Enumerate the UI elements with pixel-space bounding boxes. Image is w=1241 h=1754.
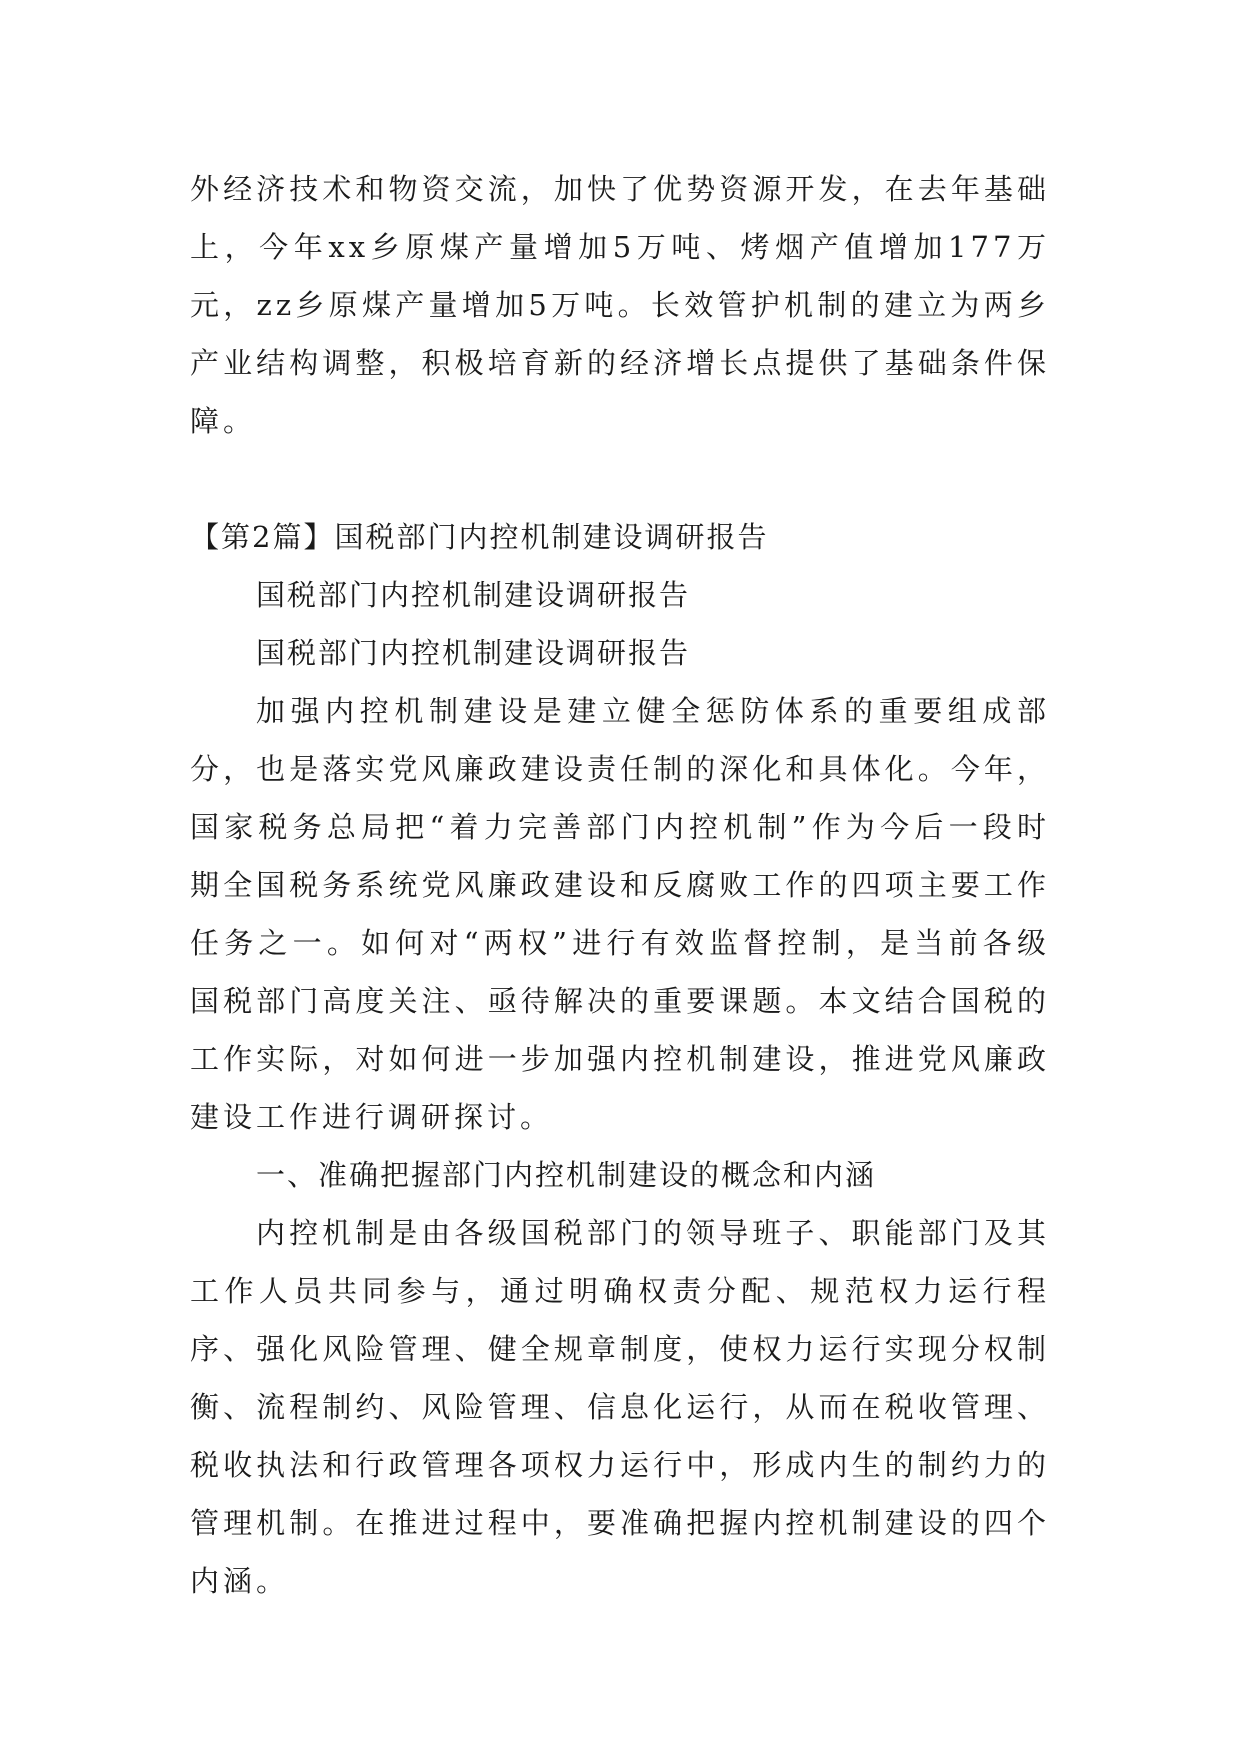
- paragraph-gap: [190, 450, 1050, 508]
- definition-paragraph: 内控机制是由各级国税部门的领导班子、职能部门及其工作人员共同参与，通过明确权责分配、规范权力运行程序、强化风险管理、健全规章制度，使权力运行实现分权制衡、流程制约、风险管理、信息化运行，从而在税收管理、税收执法和行政管理各项权力运行中，形成内生的制约力的管理机制。在推进过程中，要准确把握内控机制建设的四个内涵。: [190, 1216, 1050, 1598]
- document-title-1: 国税部门内控机制建设调研报告: [256, 578, 691, 612]
- document-title-2: 国税部门内控机制建设调研报告: [256, 636, 691, 670]
- continued-paragraph: 外经济技术和物资交流，加快了优势资源开发，在去年基础上，今年xx乡原煤产量增加5万吨、烤烟产值增加177万元，zz乡原煤产量增加5万吨。长效管护机制的建立为两乡产业结构调整，积极培育新的经济增长点提供了基础条件保障。: [190, 172, 1050, 438]
- section-heading: 【第2篇】国税部门内控机制建设调研报告: [190, 520, 769, 554]
- intro-paragraph: 加强内控机制建设是建立健全惩防体系的重要组成部分，也是落实党风廉政建设责任制的深化和具体化。今年，国家税务总局把“着力完善部门内控机制”作为今后一段时期全国税务系统党风廉政建设和反腐败工作的四项主要工作任务之一。如何对“两权”进行有效监督控制，是当前各级国税部门高度关注、亟待解决的重要课题。本文结合国税的工作实际，对如何进一步加强内控机制建设，推进党风廉政建设工作进行调研探讨。: [190, 694, 1050, 1134]
- subheading-1: 一、准确把握部门内控机制建设的概念和内涵: [256, 1158, 877, 1192]
- document-body: [190, 160, 1050, 1610]
